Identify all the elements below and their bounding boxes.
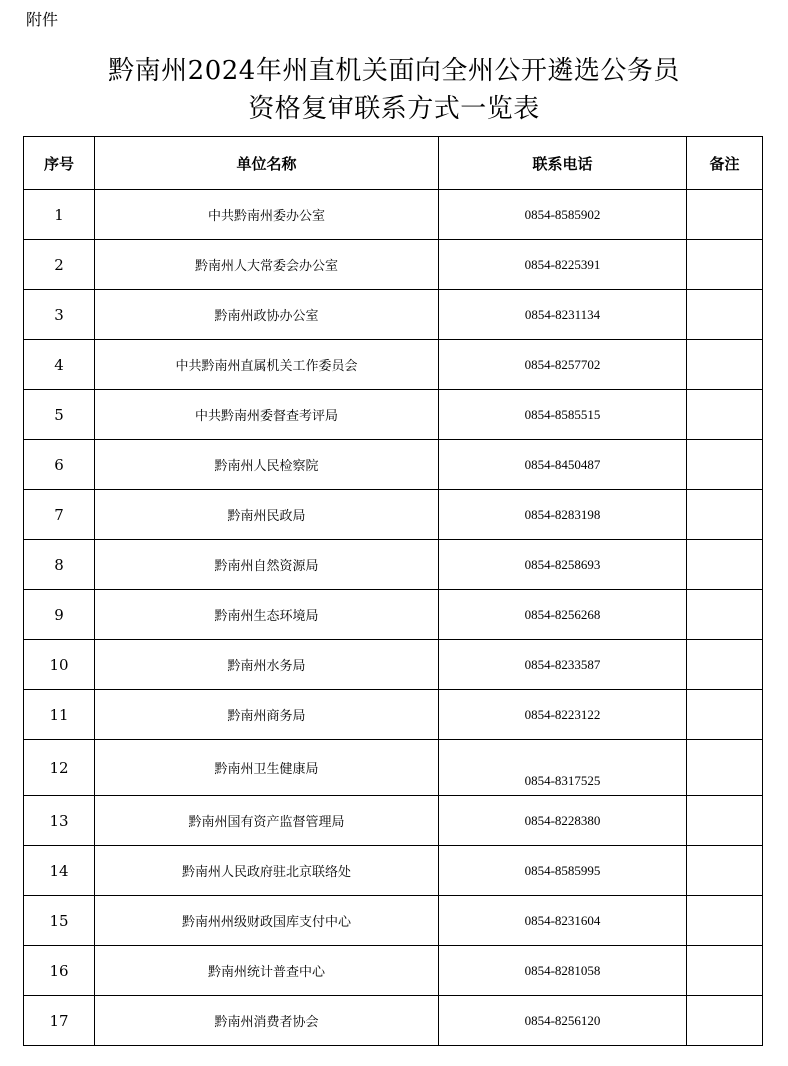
row-phone: 0854-8223122 (439, 690, 687, 740)
table-row (24, 846, 763, 896)
row-index: 16 (24, 946, 95, 996)
table-body (24, 190, 763, 1046)
row-note (687, 490, 763, 540)
row-note (687, 440, 763, 490)
table-row (24, 440, 763, 490)
row-index: 5 (24, 390, 95, 440)
row-note (687, 690, 763, 740)
row-unit-name: 黔南州消费者协会 (95, 996, 439, 1046)
row-unit-name: 黔南州水务局 (95, 640, 439, 690)
table-row (24, 740, 763, 796)
row-unit-name: 黔南州生态环境局 (95, 590, 439, 640)
table-row (24, 190, 763, 240)
header-phone: 联系电话 (439, 137, 687, 190)
row-note (687, 540, 763, 590)
row-index: 13 (24, 796, 95, 846)
row-unit-name: 中共黔南州委办公室 (95, 190, 439, 240)
table-row (24, 490, 763, 540)
attachment-label: 附件 (26, 10, 59, 29)
row-unit-name: 黔南州统计普查中心 (95, 946, 439, 996)
row-index: 3 (24, 290, 95, 340)
table-row (24, 690, 763, 740)
row-unit-name: 黔南州政协办公室 (95, 290, 439, 340)
document-title-line-2: 资格复审联系方式一览表 (248, 94, 540, 124)
row-note (687, 896, 763, 946)
row-note (687, 590, 763, 640)
row-note (687, 740, 763, 796)
row-unit-name: 黔南州民政局 (95, 490, 439, 540)
row-note (687, 340, 763, 390)
table-header (24, 137, 763, 190)
row-index: 9 (24, 590, 95, 640)
document-title-line-1: 黔南州2024年州直机关面向全州公开遴选公务员 (108, 56, 680, 86)
row-index: 11 (24, 690, 95, 740)
row-phone: 0854-8281058 (439, 946, 687, 996)
header-row (24, 137, 763, 190)
table-row (24, 540, 763, 590)
row-phone: 0854-8585515 (439, 390, 687, 440)
row-unit-name: 中共黔南州委督查考评局 (95, 390, 439, 440)
table-row (24, 896, 763, 946)
row-unit-name: 黔南州自然资源局 (95, 540, 439, 590)
row-phone: 0854-8228380 (439, 796, 687, 846)
row-index: 17 (24, 996, 95, 1046)
row-phone: 0854-8256268 (439, 590, 687, 640)
table-row (24, 640, 763, 690)
row-note (687, 946, 763, 996)
row-index: 8 (24, 540, 95, 590)
header-unit-name: 单位名称 (95, 137, 439, 190)
row-phone: 0854-8258693 (439, 540, 687, 590)
row-note (687, 640, 763, 690)
row-phone: 0854-8233587 (439, 640, 687, 690)
header-note: 备注 (687, 137, 763, 190)
table-row (24, 996, 763, 1046)
row-note (687, 846, 763, 896)
row-note (687, 796, 763, 846)
row-note (687, 190, 763, 240)
contact-table (23, 136, 763, 1046)
row-index: 7 (24, 490, 95, 540)
row-phone: 0854-8317525 (439, 740, 687, 796)
row-index: 6 (24, 440, 95, 490)
row-phone: 0854-8585902 (439, 190, 687, 240)
row-phone: 0854-8231604 (439, 896, 687, 946)
row-note (687, 240, 763, 290)
row-index: 15 (24, 896, 95, 946)
row-index: 4 (24, 340, 95, 390)
row-phone: 0854-8225391 (439, 240, 687, 290)
row-unit-name: 黔南州人民检察院 (95, 440, 439, 490)
table-row (24, 390, 763, 440)
table-row (24, 946, 763, 996)
row-phone: 0854-8283198 (439, 490, 687, 540)
row-unit-name: 黔南州州级财政国库支付中心 (95, 896, 439, 946)
row-index: 1 (24, 190, 95, 240)
row-phone: 0854-8257702 (439, 340, 687, 390)
row-phone: 0854-8256120 (439, 996, 687, 1046)
row-phone: 0854-8450487 (439, 440, 687, 490)
row-unit-name: 黔南州人民政府驻北京联络处 (95, 846, 439, 896)
table-row (24, 340, 763, 390)
row-note (687, 996, 763, 1046)
row-note (687, 390, 763, 440)
row-unit-name: 黔南州商务局 (95, 690, 439, 740)
row-unit-name: 黔南州国有资产监督管理局 (95, 796, 439, 846)
row-index: 12 (24, 740, 95, 796)
table-row (24, 240, 763, 290)
row-unit-name: 黔南州人大常委会办公室 (95, 240, 439, 290)
table-row (24, 796, 763, 846)
row-index: 14 (24, 846, 95, 896)
row-index: 2 (24, 240, 95, 290)
row-index: 10 (24, 640, 95, 690)
row-phone: 0854-8231134 (439, 290, 687, 340)
row-unit-name: 黔南州卫生健康局 (95, 740, 439, 796)
row-phone: 0854-8585995 (439, 846, 687, 896)
table-row (24, 290, 763, 340)
row-unit-name: 中共黔南州直属机关工作委员会 (95, 340, 439, 390)
table-row (24, 590, 763, 640)
header-index: 序号 (24, 137, 95, 190)
row-note (687, 290, 763, 340)
